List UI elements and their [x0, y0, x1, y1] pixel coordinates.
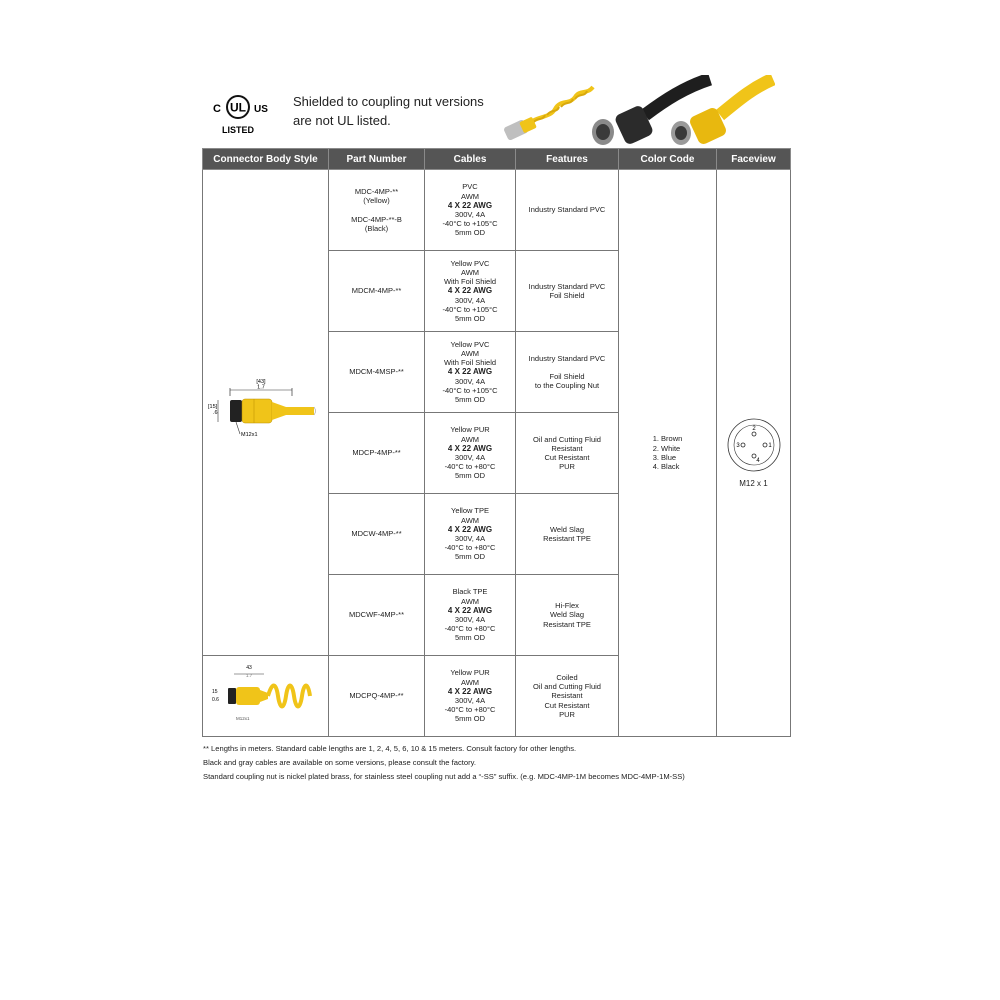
ul-note-line: Shielded to coupling nut versions	[293, 94, 484, 109]
cable-awg: 4 X 22 AWG	[447, 200, 493, 210]
table-row	[203, 170, 791, 251]
connector-body-drawing	[206, 376, 326, 446]
dim-dia-mm: [15]	[207, 404, 217, 411]
coiled-connector-drawing	[206, 660, 326, 730]
cable-spec: 300V, 4A	[454, 453, 486, 462]
thread-label: M12x1	[235, 715, 250, 721]
cable-type: Yellow PVC	[450, 339, 490, 349]
header-color-code: Color Code	[619, 149, 717, 170]
cable-awg: 4 X 22 AWG	[447, 367, 493, 377]
cable-spec: 300V, 4A	[454, 295, 486, 305]
cable-type: Yellow PUR	[450, 668, 490, 678]
cable-spec: 5mm OD	[455, 228, 485, 238]
part-number: MDCW-4MP-**	[351, 529, 402, 539]
cable-awg: 4 X 22 AWG	[447, 686, 493, 696]
ul-note-line: are not UL listed.	[293, 113, 391, 128]
cable-spec: 300V, 4A	[454, 210, 486, 219]
connector-body-cell	[203, 656, 329, 737]
feature-line: Oil and Cutting Fluid	[533, 434, 601, 444]
cable-type: AWM	[460, 515, 480, 525]
cable-spec: -40°C to +105°C	[442, 219, 498, 229]
ul-logo-listed-text: LISTED	[221, 125, 255, 135]
feature-line: Industry Standard PVC	[528, 205, 606, 215]
feature-line: Resistant	[551, 443, 583, 453]
feature-line: Cut Resistant	[544, 700, 590, 710]
cable-awg: 4 X 22 AWG	[447, 605, 493, 615]
part-number: MDC-4MP-**-B	[351, 214, 402, 224]
cable-spec: -40°C to +80°C	[444, 462, 496, 472]
feature-line: Hi-Flex	[555, 601, 579, 611]
cable-type: Yellow PVC	[450, 258, 490, 268]
dim-length-in: 1.7	[245, 672, 252, 678]
cable-type: AWM	[460, 596, 480, 606]
cable-type: AWM	[460, 348, 480, 358]
part-number-cell	[329, 575, 425, 656]
feature-line: Industry Standard PVC	[528, 281, 606, 291]
cable-spec: 300V, 4A	[454, 376, 486, 386]
features-cell	[516, 413, 619, 494]
features-cell	[516, 332, 619, 413]
part-number: MDCWF-4MP-**	[349, 610, 404, 620]
table-header-row	[203, 149, 791, 170]
cable-spec: 300V, 4A	[454, 615, 486, 624]
cable-spec: 5mm OD	[455, 314, 485, 323]
color-code-item: 1. Brown	[652, 434, 683, 444]
part-number: MDC-4MP-**	[354, 187, 399, 197]
cable-type: AWM	[460, 267, 480, 277]
header-connector-body-style: Connector Body Style	[203, 149, 329, 170]
cable-spec: -40°C to +80°C	[444, 705, 496, 715]
cable-spec: -40°C to +105°C	[442, 385, 498, 395]
thread-label: M12x1	[240, 432, 258, 439]
feature-line: PUR	[559, 462, 575, 472]
cable-type: AWM	[460, 191, 480, 201]
part-number-note: (Black)	[364, 223, 389, 233]
part-number-cell	[329, 332, 425, 413]
feature-line: Weld Slag	[549, 524, 585, 534]
part-number-cell	[329, 251, 425, 332]
feature-line: Weld Slag	[549, 610, 585, 620]
cable-type: With Foil Shield	[443, 358, 497, 368]
feature-line: to the Coupling Nut	[534, 381, 600, 391]
header-faceview: Faceview	[717, 149, 791, 170]
cable-type: Yellow PUR	[450, 425, 490, 435]
spec-table	[202, 148, 791, 737]
header-cables: Cables	[425, 149, 516, 170]
faceview-cell	[717, 170, 791, 737]
features-cell	[516, 494, 619, 575]
header-features: Features	[516, 149, 619, 170]
part-number: MDCPQ-4MP-**	[349, 691, 404, 701]
cable-type: AWM	[460, 434, 480, 444]
feature-line: Coiled	[556, 672, 578, 682]
part-number: MDCP-4MP-**	[352, 448, 401, 458]
dim-length-in: 1.7	[256, 384, 265, 391]
ul-note	[293, 92, 484, 130]
color-code-item: 3. Blue	[652, 453, 677, 462]
faceview-caption: M12 x 1	[739, 478, 768, 488]
part-number: MDCM-4MSP-**	[349, 367, 404, 377]
features-cell	[516, 575, 619, 656]
pin-3-label: 3	[735, 443, 740, 450]
pin-4-label: 4	[755, 458, 760, 465]
dim-dia-in: .6	[212, 410, 218, 417]
part-number: MDCM-4MP-**	[351, 286, 402, 296]
footnote-colors: Black and gray cables are available on some versions, please consult the factory.	[203, 758, 476, 767]
footnotes	[203, 742, 685, 784]
black-cable	[592, 79, 710, 146]
cable-awg: 4 X 22 AWG	[447, 286, 493, 296]
features-cell	[516, 170, 619, 251]
feature-line: Foil Shield	[549, 371, 585, 381]
feature-line: PUR	[559, 709, 575, 719]
part-number-cell	[329, 494, 425, 575]
feature-line: Resistant TPE	[543, 619, 591, 629]
cable-cell	[425, 251, 516, 332]
part-number-cell	[329, 170, 425, 251]
feature-line: Industry Standard PVC	[528, 353, 606, 363]
cable-spec: 5mm OD	[455, 714, 485, 724]
feature-line: Cut Resistant	[544, 453, 590, 462]
cable-spec: 300V, 4A	[454, 534, 486, 543]
cable-spec: 5mm OD	[455, 552, 485, 562]
cable-awg: 4 X 22 AWG	[447, 443, 493, 453]
cable-spec: -40°C to +105°C	[442, 304, 498, 314]
cable-type: Black TPE	[452, 587, 488, 597]
cable-spec: 5mm OD	[455, 471, 485, 481]
ul-logo-ul-text: UL	[230, 100, 246, 115]
header-part-number: Part Number	[329, 149, 425, 170]
cable-spec: -40°C to +80°C	[444, 624, 496, 634]
cable-type: Yellow TPE	[451, 506, 489, 516]
part-number-cell	[329, 413, 425, 494]
feature-line: Resistant TPE	[543, 534, 591, 543]
connector-body-cell	[203, 170, 329, 656]
dim-length-mm: 43	[245, 664, 252, 671]
dim-length-mm: [43]	[255, 379, 266, 386]
feature-line: Resistant	[551, 691, 583, 701]
ul-logo-c-text: C	[213, 103, 221, 115]
color-code-cell	[619, 170, 717, 737]
feature-line: Foil Shield	[549, 291, 585, 300]
feature-line: Oil and Cutting Fluid	[533, 682, 601, 692]
part-number-note: (Yellow)	[363, 196, 390, 206]
color-code-list	[653, 434, 683, 471]
pin-2-label: 2	[751, 426, 756, 433]
features-cell	[516, 251, 619, 332]
coiled-yellow-cable	[503, 87, 593, 141]
cable-type: PVC	[462, 182, 478, 192]
cable-type: AWM	[460, 677, 480, 687]
cable-cell	[425, 656, 516, 737]
cable-cell	[425, 494, 516, 575]
cable-cell	[425, 575, 516, 656]
dim-dia-mm: 15	[211, 688, 218, 695]
cable-cell	[425, 170, 516, 251]
cable-spec: -40°C to +80°C	[444, 543, 496, 553]
cable-awg: 4 X 22 AWG	[447, 524, 493, 534]
footnote-lengths: ** Lengths in meters. Standard cable lengths are 1, 2, 4, 5, 6, 10 & 15 meters. Consult factory for other lengths.	[203, 744, 577, 753]
pin-1-label: 1	[767, 443, 772, 450]
m12-faceview-diagram	[721, 418, 787, 476]
cable-type: With Foil Shield	[443, 277, 497, 287]
cable-spec: 300V, 4A	[454, 696, 486, 705]
ul-listed-logo	[208, 88, 272, 136]
cable-spec: 5mm OD	[455, 633, 485, 643]
ul-logo-us-text: US	[254, 104, 268, 115]
footnote-coupling-nut: Standard coupling nut is nickel plated brass, for stainless steel coupling nut add a “-SS” suffix. (e.g. MDC-4MP-1M becomes MDC-4MP-1M-SS)	[203, 772, 685, 781]
cable-cell	[425, 413, 516, 494]
color-code-item: 2. White	[652, 443, 681, 453]
dim-dia-in: 0.6	[211, 696, 219, 703]
cable-cell	[425, 332, 516, 413]
cable-spec: 5mm OD	[455, 395, 485, 404]
cable-product-photo	[495, 75, 775, 147]
part-number-cell	[329, 656, 425, 737]
features-cell	[516, 656, 619, 737]
color-code-item: 4. Black	[652, 462, 680, 472]
